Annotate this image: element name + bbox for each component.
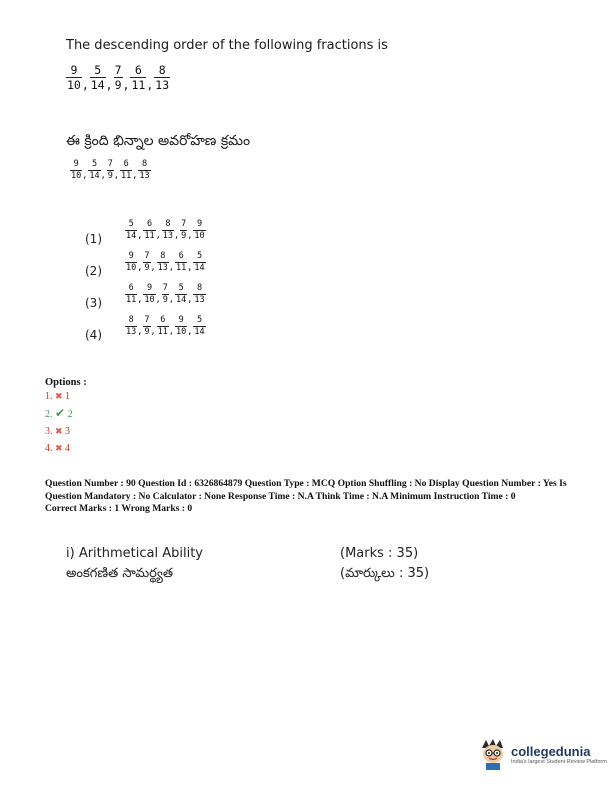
fraction-denominator: 9	[144, 326, 150, 337]
fraction	[193, 316, 205, 337]
cross-icon: ✖	[55, 391, 63, 401]
fraction-separator: ,	[137, 295, 143, 306]
fraction	[154, 64, 170, 91]
fraction-separator: ,	[187, 295, 193, 306]
fraction-denominator: 11	[157, 326, 168, 337]
fraction-denominator: 10	[71, 170, 82, 181]
fraction-denominator: 9	[181, 230, 187, 241]
fraction-denominator: 9	[114, 78, 122, 93]
fraction-denominator: 10	[126, 262, 137, 273]
fraction-separator: ,	[155, 295, 161, 306]
fraction-separator: ,	[150, 327, 156, 338]
fraction-numerator: 5	[196, 251, 203, 261]
fraction	[125, 220, 137, 241]
fraction-numerator: 8	[141, 159, 148, 169]
fraction-numerator: 7	[144, 315, 150, 325]
fraction-denominator: 11	[176, 262, 187, 273]
question-fractions-telugu	[70, 160, 151, 181]
fraction-numerator: 8	[158, 63, 166, 77]
fraction-separator: ,	[82, 171, 88, 182]
section-marks-telugu: (మార్కులు : 35)	[340, 566, 430, 581]
fraction-separator: ,	[122, 77, 130, 92]
fraction-separator: ,	[174, 231, 180, 242]
logo-name: collegedunia	[511, 743, 591, 759]
fraction	[193, 220, 205, 241]
marks-line: Correct Marks : 1 Wrong Marks : 0	[45, 503, 193, 514]
fraction-denominator: 9	[144, 262, 150, 273]
fraction	[125, 316, 137, 337]
fraction-numerator: 9	[196, 219, 203, 229]
fraction-separator: ,	[137, 327, 143, 338]
cross-icon: ✖	[55, 426, 63, 436]
fraction-separator: ,	[105, 77, 113, 92]
fraction-numerator: 6	[123, 159, 129, 169]
fraction-separator: ,	[137, 263, 143, 274]
fraction	[157, 252, 169, 273]
logo-tagline: India's largest Student Review Platform	[511, 758, 607, 765]
options-list	[45, 377, 87, 457]
fraction-numerator: 8	[165, 219, 171, 229]
fraction	[175, 252, 187, 273]
fraction-denominator: 14	[126, 230, 137, 241]
fraction	[125, 284, 137, 305]
fraction-separator: ,	[168, 295, 174, 306]
fraction	[88, 160, 100, 181]
fraction-denominator: 13	[139, 170, 150, 181]
fraction-denominator: 14	[90, 78, 105, 93]
option-item: 3. ✖ 3	[45, 426, 71, 437]
choice-fractions	[125, 220, 206, 241]
fraction	[157, 316, 169, 337]
fraction	[120, 160, 132, 181]
fraction	[107, 160, 114, 181]
choice-label: (2)	[85, 264, 102, 278]
fraction	[90, 64, 106, 91]
choice-label: (1)	[85, 232, 102, 246]
fraction-separator: ,	[168, 327, 174, 338]
fraction-separator: ,	[132, 171, 138, 182]
fraction	[143, 252, 150, 273]
fraction	[114, 64, 123, 91]
choice-fractions	[125, 316, 206, 337]
fraction-denominator: 11	[126, 294, 137, 305]
fraction	[175, 316, 187, 337]
check-icon: ✔	[55, 406, 66, 420]
fraction	[180, 220, 187, 241]
fraction-separator: ,	[187, 231, 193, 242]
fraction-denominator: 10	[176, 326, 187, 337]
choice-label: (3)	[85, 296, 102, 310]
fraction-denominator: 10	[194, 230, 205, 241]
fraction-numerator: 9	[146, 283, 153, 293]
section-title-telugu: అంకగణిత సామర్థ్యత	[66, 566, 174, 581]
choice-2	[85, 251, 205, 279]
options-title: Options :	[45, 377, 87, 388]
cross-icon: ✖	[55, 443, 63, 453]
question-text-english: The descending order of the following fractions is	[66, 38, 388, 53]
fraction-numerator: 8	[196, 283, 203, 293]
fraction-separator: ,	[137, 231, 143, 242]
fraction	[138, 160, 150, 181]
fraction-numerator: 7	[107, 159, 113, 169]
fraction-numerator: 9	[128, 251, 134, 261]
fraction-numerator: 5	[128, 219, 134, 229]
fraction	[162, 220, 174, 241]
fraction	[175, 284, 187, 305]
fraction	[193, 284, 205, 305]
fraction-denominator: 11	[131, 78, 146, 93]
fraction-separator: ,	[81, 77, 89, 92]
collegedunia-logo	[478, 738, 607, 770]
fraction-denominator: 13	[126, 326, 137, 337]
metadata-line: Question Number : 90 Question Id : 6326864879 Question Type : MCQ Option Shuffling : No Display Question Number : Yes Is Question Mandatory : No Calculator : None Response Time : N.A Think Time : N.A Minimum Instruction Time : 0	[45, 478, 567, 502]
fraction-numerator: 5	[94, 63, 102, 77]
option-item: 4. ✖ 4	[45, 443, 71, 454]
fraction-numerator: 8	[160, 251, 166, 261]
fraction	[193, 252, 205, 273]
fraction-numerator: 7	[162, 283, 168, 293]
mascot-icon	[478, 738, 508, 770]
fraction-numerator: 6	[134, 63, 142, 77]
choice-label: (4)	[85, 328, 102, 342]
fraction	[130, 64, 146, 91]
fraction-separator: ,	[187, 263, 193, 274]
choice-1	[85, 219, 205, 247]
fraction-separator: ,	[150, 263, 156, 274]
fraction-denominator: 13	[194, 294, 205, 305]
option-item: 2. ✔ 2	[45, 406, 73, 420]
fraction-separator: ,	[155, 231, 161, 242]
fraction-denominator: 10	[144, 294, 155, 305]
choice-fractions	[125, 284, 206, 305]
section-title-english: i) Arithmetical Ability	[66, 546, 204, 561]
fraction-numerator: 7	[181, 219, 187, 229]
fraction-numerator: 9	[70, 63, 78, 77]
choice-3	[85, 283, 205, 311]
fraction-numerator: 6	[178, 251, 184, 261]
question-metadata	[45, 478, 570, 516]
question-text-telugu: ఈ క్రింది భిన్నాల అవరోహణ క్రమం	[66, 133, 251, 149]
question-fractions-english	[66, 64, 170, 91]
fraction-numerator: 6	[128, 283, 134, 293]
fraction	[143, 284, 155, 305]
fraction-denominator: 13	[162, 230, 173, 241]
fraction-numerator: 5	[91, 159, 98, 169]
choice-4	[85, 315, 205, 343]
fraction	[70, 160, 82, 181]
fraction-numerator: 9	[178, 315, 184, 325]
fraction-numerator: 9	[73, 159, 79, 169]
fraction-numerator: 7	[144, 251, 150, 261]
fraction-numerator: 6	[160, 315, 166, 325]
fraction-numerator: 8	[128, 315, 134, 325]
fraction-denominator: 11	[121, 170, 132, 181]
fraction-denominator: 14	[194, 326, 205, 337]
choice-fractions	[125, 252, 206, 273]
fraction-numerator: 7	[114, 63, 122, 77]
fraction-denominator: 13	[157, 262, 168, 273]
fraction-numerator: 5	[196, 315, 203, 325]
fraction-denominator: 10	[67, 78, 81, 93]
fraction-separator: ,	[168, 263, 174, 274]
fraction-separator: ,	[100, 171, 106, 182]
fraction-denominator: 14	[194, 262, 205, 273]
fraction-numerator: 5	[178, 283, 184, 293]
fraction-denominator: 9	[107, 170, 113, 181]
section-marks-english: (Marks : 35)	[340, 546, 419, 561]
fraction-separator: ,	[187, 327, 193, 338]
fraction	[143, 316, 150, 337]
fraction	[66, 64, 82, 91]
fraction	[125, 252, 137, 273]
fraction-denominator: 13	[155, 78, 170, 93]
fraction	[143, 220, 155, 241]
fraction-separator: ,	[113, 171, 119, 182]
fraction-denominator: 9	[162, 294, 168, 305]
fraction-separator: ,	[146, 77, 154, 92]
fraction-denominator: 11	[144, 230, 155, 241]
fraction-denominator: 14	[176, 294, 187, 305]
fraction-denominator: 14	[89, 170, 100, 181]
option-item: 1. ✖ 1	[45, 391, 71, 402]
fraction-numerator: 6	[146, 219, 153, 229]
fraction	[162, 284, 169, 305]
